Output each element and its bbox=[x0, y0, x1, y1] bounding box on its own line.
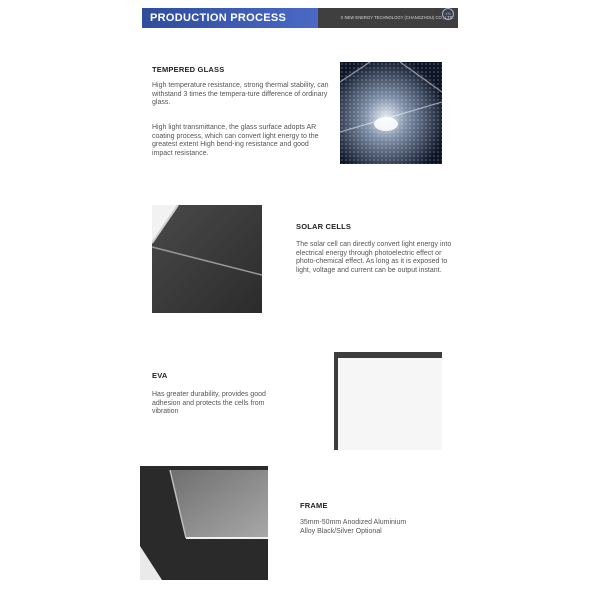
eva-title: EVA bbox=[152, 371, 168, 380]
page-title: PRODUCTION PROCESS bbox=[142, 8, 318, 28]
solar-cells-image bbox=[152, 205, 262, 313]
tempered-glass-title: TEMPERED GLASS bbox=[152, 65, 225, 74]
frame-text: 35mm-50mm Anodized Aluminium Alloy Black/Silver Optional bbox=[300, 519, 407, 535]
frame-title: FRAME bbox=[300, 501, 328, 510]
tempered-glass-text-2: High light transmittance, the glass surface adopts AR coating process, which can convert light energy to the greatest extent High bend-ing resistance and good impact resistance. bbox=[152, 124, 319, 157]
tempered-glass-text-1: High temperature resistance, strong thermal stability, can withstand 3 times the tempera-ture difference of ordinary glass. bbox=[152, 82, 329, 106]
company-name-text: X NEW ENERGY TECHNOLOGY (CHANGZHOU) CO., LTD. bbox=[340, 15, 454, 20]
company-logo: XN bbox=[442, 8, 454, 20]
eva-text: Has greater durability, provides good adhesion and protects the cells from vibration bbox=[152, 391, 266, 415]
tempered-glass-image bbox=[340, 62, 442, 164]
solar-cells-title: SOLAR CELLS bbox=[296, 222, 352, 231]
frame-image bbox=[140, 466, 268, 580]
company-name bbox=[318, 8, 458, 28]
header-banner bbox=[142, 8, 458, 28]
eva-image bbox=[334, 352, 442, 450]
solar-cells-text: The solar cell can directly convert light energy into electrical energy through photoelectric effect or photo-chemical effect. As long as it is exposed to light, voltage and current can be output instant. bbox=[296, 241, 452, 274]
